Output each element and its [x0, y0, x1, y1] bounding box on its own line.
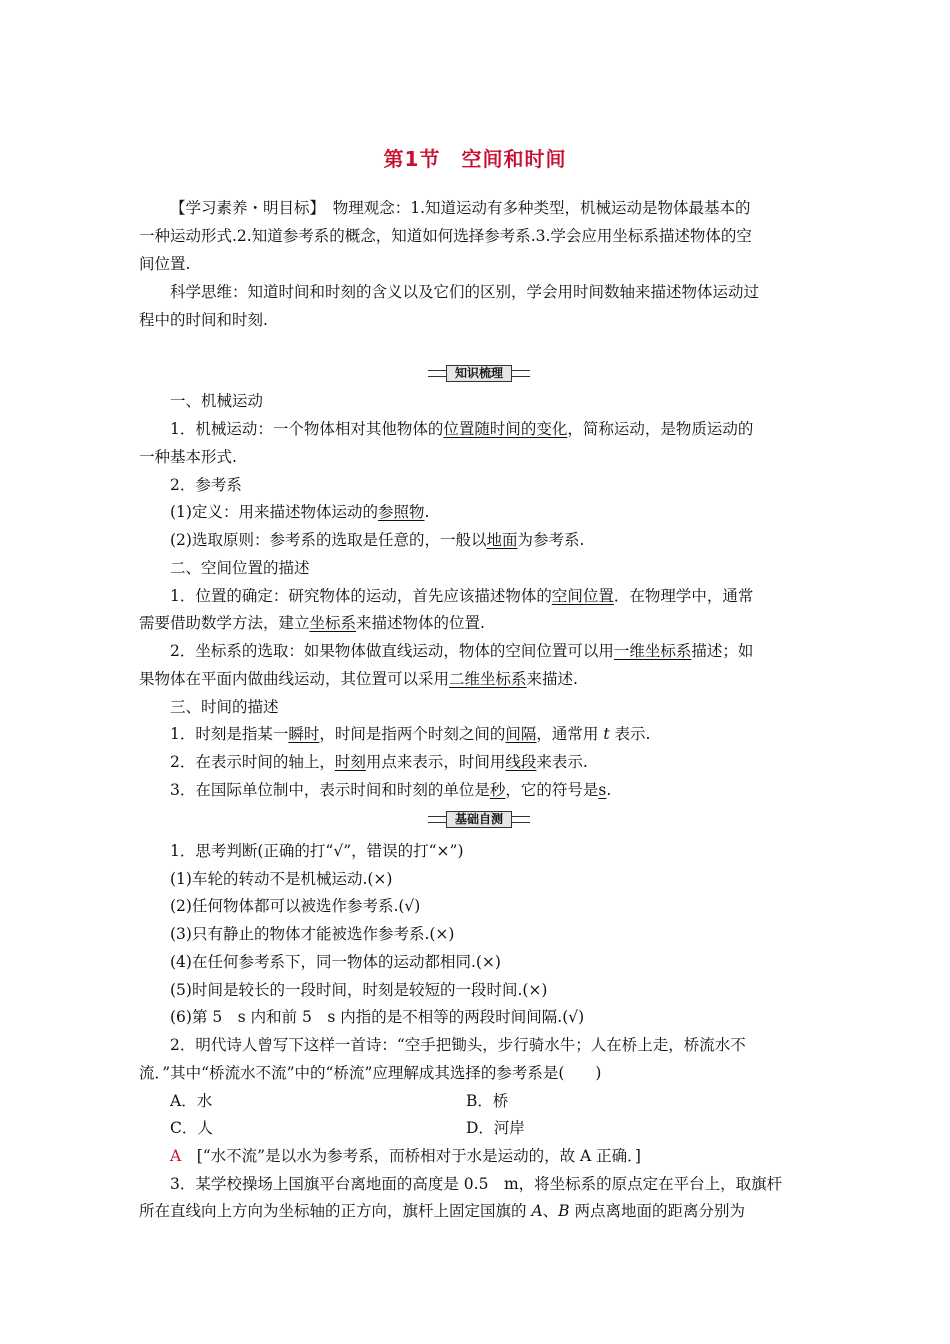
paragraph: 1．时刻是指某一瞬时，时间是指两个时刻之间的间隔，通常用 t 表示. [170, 725, 651, 743]
paragraph: 一种基本形式. [139, 448, 237, 466]
paragraph: 2．在表示时间的轴上，时刻用点来表示，时间用线段来表示. [170, 753, 588, 771]
page-title: 第1节 空间和时间 [383, 147, 567, 171]
section-heading: 三、时间的描述 [170, 698, 279, 716]
judge-item: (3)只有静止的物体才能被选作参考系.(×) [170, 925, 455, 943]
section-tag-self-test: 基础自测 [428, 810, 530, 828]
question-stem: 所在直线向上方向为坐标轴的正方向，旗杆上固定国旗的 A、B 两点离地面的距离分别为 [139, 1202, 745, 1220]
judge-item: (4)在任何参考系下，同一物体的运动都相同.(×) [170, 953, 501, 971]
paragraph: 需要借助数学方法，建立坐标系来描述物体的位置. [139, 614, 485, 632]
objectives-line-3: 间位置. [139, 255, 191, 273]
paragraph: 2．参考系 [170, 476, 242, 494]
paragraph: 3．在国际单位制中，表示时间和时刻的单位是秒，它的符号是s. [170, 781, 612, 799]
question-stem: 流．”其中“桥流水不流”中的“桥流”应理解成其选择的参考系是( ) [139, 1064, 602, 1082]
question-stem: 1．思考判断(正确的打“√”，错误的打“×”) [170, 842, 464, 860]
judge-item: (6)第 5 s 内和前 5 s 内指的是不相等的两段时间间隔.(√) [170, 1008, 585, 1026]
objectives-line-2: 一种运动形式.2.知道参考系的概念，知道如何选择参考系.3.学会应用坐标系描述物体的空 [139, 227, 752, 245]
paragraph: 1．机械运动：一个物体相对其他物体的位置随时间的变化，简称运动，是物质运动的 [170, 420, 754, 438]
paragraph: 1．位置的确定：研究物体的运动，首先应该描述物体的空间位置．在物理学中，通常 [170, 587, 754, 605]
paragraph: 果物体在平面内做曲线运动，其位置可以采用二维坐标系来描述. [139, 670, 578, 688]
objectives-line-5: 程中的时间和时刻. [139, 311, 268, 329]
option-d: D．河岸 [466, 1119, 525, 1137]
objectives-head: 【学习素养・明目标】 [170, 199, 318, 217]
option-a: A．水 [170, 1092, 213, 1110]
section-heading: 二、空间位置的描述 [170, 559, 310, 577]
answer-explanation: A [“水不流”是以水为参考系，而桥相对于水是运动的，故 A 正确．] [170, 1147, 641, 1165]
objectives-line-1: 【学习素养・明目标】 物理观念：1.知道运动有多种类型，机械运动是物体最基本的 [170, 199, 751, 217]
paragraph: (1)定义：用来描述物体运动的参照物. [170, 503, 430, 521]
option-b: B．桥 [466, 1092, 509, 1110]
judge-item: (1)车轮的转动不是机械运动.(×) [170, 870, 393, 888]
objectives-line-4: 科学思维：知道时间和时刻的含义以及它们的区别，学会用时间数轴来描述物体运动过 [170, 283, 760, 301]
answer-letter: A [170, 1147, 182, 1165]
question-stem: 2．明代诗人曾写下这样一首诗：“空手把锄头，步行骑水牛；人在桥上走，桥流水不 [170, 1036, 746, 1054]
paragraph: (2)选取原则：参考系的选取是任意的，一般以地面为参考系. [170, 531, 585, 549]
question-stem: 3．某学校操场上国旗平台离地面的高度是 0.5 m，将坐标系的原点定在平台上，取旗杆 [170, 1175, 783, 1193]
paragraph: 2．坐标系的选取：如果物体做直线运动，物体的空间位置可以用一维坐标系描述；如 [170, 642, 754, 660]
judge-item: (2)任何物体都可以被选作参考系.(√) [170, 897, 421, 915]
section-heading: 一、机械运动 [170, 392, 264, 410]
section-tag-knowledge: 知识梳理 [428, 364, 530, 382]
judge-item: (5)时间是较长的一段时间，时刻是较短的一段时间.(×) [170, 981, 548, 999]
option-c: C．人 [170, 1119, 213, 1137]
